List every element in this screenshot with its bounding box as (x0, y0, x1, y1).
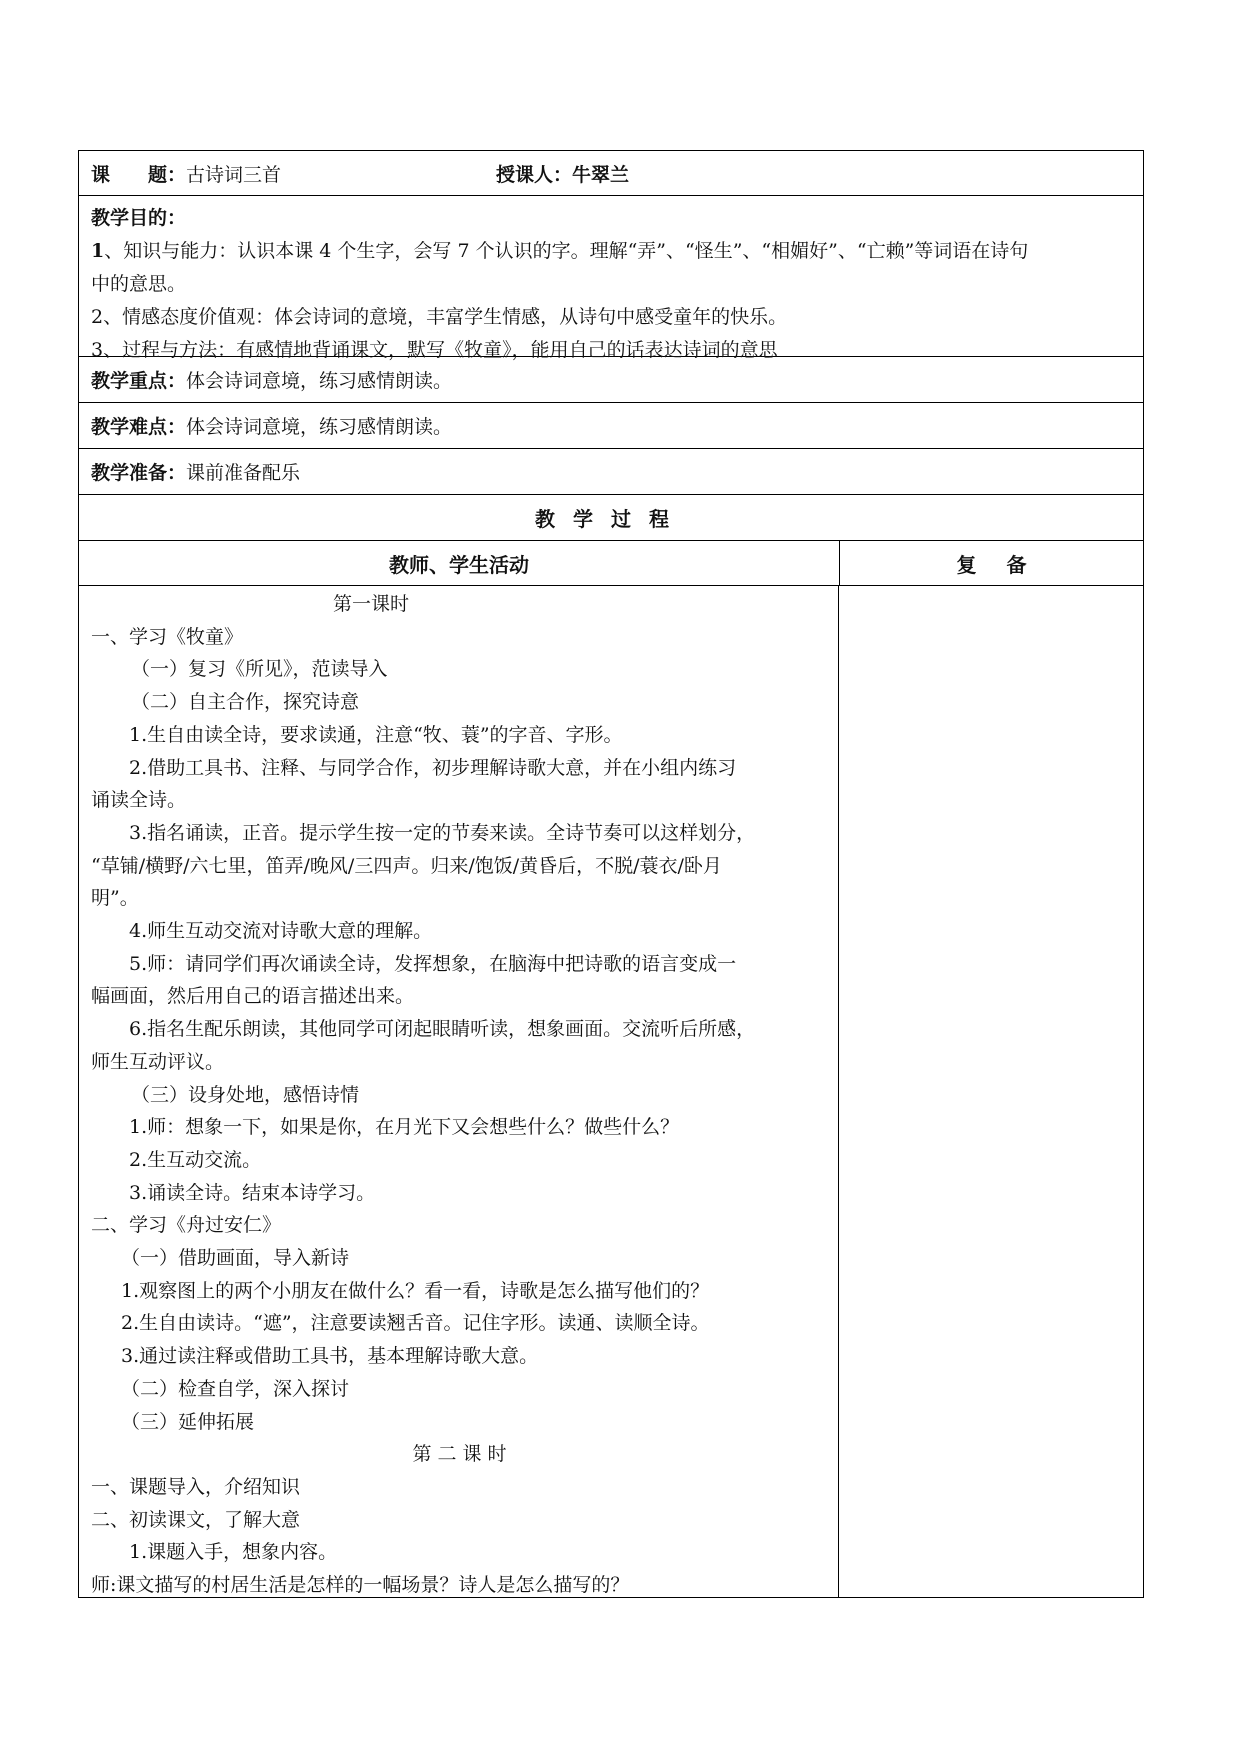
objective-item-2: 2、情感态度价值观：体会诗词的意境，丰富学生情感，从诗句中感受童年的快乐。 (91, 306, 788, 328)
subsection-heading: （一）借助画面，导入新诗 (121, 1247, 350, 1270)
step-line: 1.观察图上的两个小朋友在做什么？看一看，诗歌是怎么描写他们的？ (121, 1279, 710, 1302)
step-line-cont: 明”。 (91, 887, 139, 910)
preparation-label: 教学准备： (91, 462, 187, 484)
lesson-2-heading: 第 二 课 时 (412, 1443, 507, 1466)
step-line-cont: “草铺/横野/六七里，笛弄/晚风/三四声。归来/饱饭/黄昏后，不脱/蓑衣/卧月 (91, 854, 722, 877)
topic-label: 课 题： (91, 163, 187, 186)
subsection-heading: （一）复习《所见》，范读导入 (131, 658, 388, 681)
process-title: 教学过程 (79, 495, 1143, 541)
step-line: 6.指名生配乐朗读，其他同学可闭起眼睛听读，想象画面。交流听后所感， (129, 1018, 756, 1041)
section-heading: 二、学习《舟过安仁》 (91, 1214, 282, 1237)
section-heading: 一、课题导入，介绍知识 (91, 1475, 301, 1498)
topic-cell (91, 160, 496, 187)
subsection-heading: （三）设身处地，感悟诗情 (131, 1083, 360, 1106)
objective-item-1-cont: 中的意思。 (91, 273, 187, 295)
content-row (79, 586, 1143, 1597)
difficulty-row (79, 403, 1143, 449)
difficulty-label: 教学难点： (91, 416, 187, 438)
preparation-row (79, 449, 1143, 495)
objectives-row (79, 196, 1143, 361)
step-line: 3.诵读全诗。结束本诗学习。 (129, 1181, 376, 1204)
section-heading: 一、学习《牧童》 (91, 625, 244, 648)
teacher-label: 授课人： (496, 163, 573, 186)
columns-header-row (79, 541, 1143, 586)
subsection-heading: （二）自主合作，探究诗意 (131, 691, 360, 714)
preparation-value: 课前准备配乐 (186, 462, 301, 484)
activities-cell (79, 586, 839, 1597)
step-line: 4.师生互动交流对诗歌大意的理解。 (129, 920, 433, 943)
step-line: 2.借助工具书、注释、与同学合作，初步理解诗歌大意，并在小组内练习 (129, 756, 737, 779)
objective-item-1-num: 1 (91, 240, 105, 262)
review-column-header: 复备 (956, 552, 1057, 577)
step-line-cont: 诵读全诗。 (91, 789, 187, 812)
topic-value: 古诗词三首 (186, 163, 282, 186)
key-point-value: 体会诗词意境，练习感情朗读。 (186, 370, 453, 392)
step-line: 1.师：想象一下，如果是你，在月光下又会想些什么？做些什么？ (129, 1116, 680, 1139)
lesson-1-heading: 第一课时 (333, 593, 410, 615)
subsection-heading: （三）延伸拓展 (121, 1410, 255, 1433)
lesson-plan-table (78, 150, 1144, 1598)
objective-item-1-text: 、知识与能力：认识本课 4 个生字，会写 7 个认识的字。理解“弄”、“怪生”、“相媚好”、“亡赖”等词语在诗句 (104, 240, 1029, 262)
topic-row (79, 151, 1143, 196)
difficulty-value: 体会诗词意境，练习感情朗读。 (186, 416, 453, 438)
teacher-value: 牛翠兰 (572, 163, 630, 186)
teacher-cell (496, 160, 629, 187)
section-heading: 二、初读课文，了解大意 (91, 1508, 301, 1531)
review-cell (839, 586, 1143, 1597)
subsection-heading: （二）检查自学，深入探讨 (121, 1377, 350, 1400)
objective-item-3: 3、过程与方法：有感情地背诵课文，默写《牧童》，能用自己的话表达诗词的意思 (91, 339, 778, 361)
step-line: 3.通过读注释或借助工具书，基本理解诗歌大意。 (121, 1345, 539, 1368)
step-line: 5.师：请同学们再次诵读全诗，发挥想象，在脑海中把诗歌的语言变成一 (129, 952, 737, 975)
step-line: 2.生互动交流。 (129, 1148, 262, 1171)
objective-item-1 (91, 235, 1131, 268)
step-line: 师:课文描写的村居生活是怎样的一幅场景？诗人是怎么描写的？ (91, 1574, 630, 1597)
step-line-cont: 幅画面，然后用自己的语言描述出来。 (91, 985, 415, 1008)
step-line-cont: 师生互动评议。 (91, 1050, 225, 1073)
key-point-label: 教学重点： (91, 370, 187, 392)
step-line: 3.指名诵读，正音。提示学生按一定的节奏来读。全诗节奏可以这样划分， (129, 821, 756, 844)
activities-column-header: 教师、学生活动 (79, 541, 840, 585)
step-line: 1.课题入手，想象内容。 (129, 1541, 338, 1564)
step-line: 1.生自由读全诗，要求读通，注意“牧、蓑”的字音、字形。 (129, 723, 623, 746)
step-line: 2.生自由读诗。“遮”，注意要读翘舌音。记住字形。读通、读顺全诗。 (121, 1312, 710, 1335)
objectives-title: 教学目的： (91, 207, 187, 229)
